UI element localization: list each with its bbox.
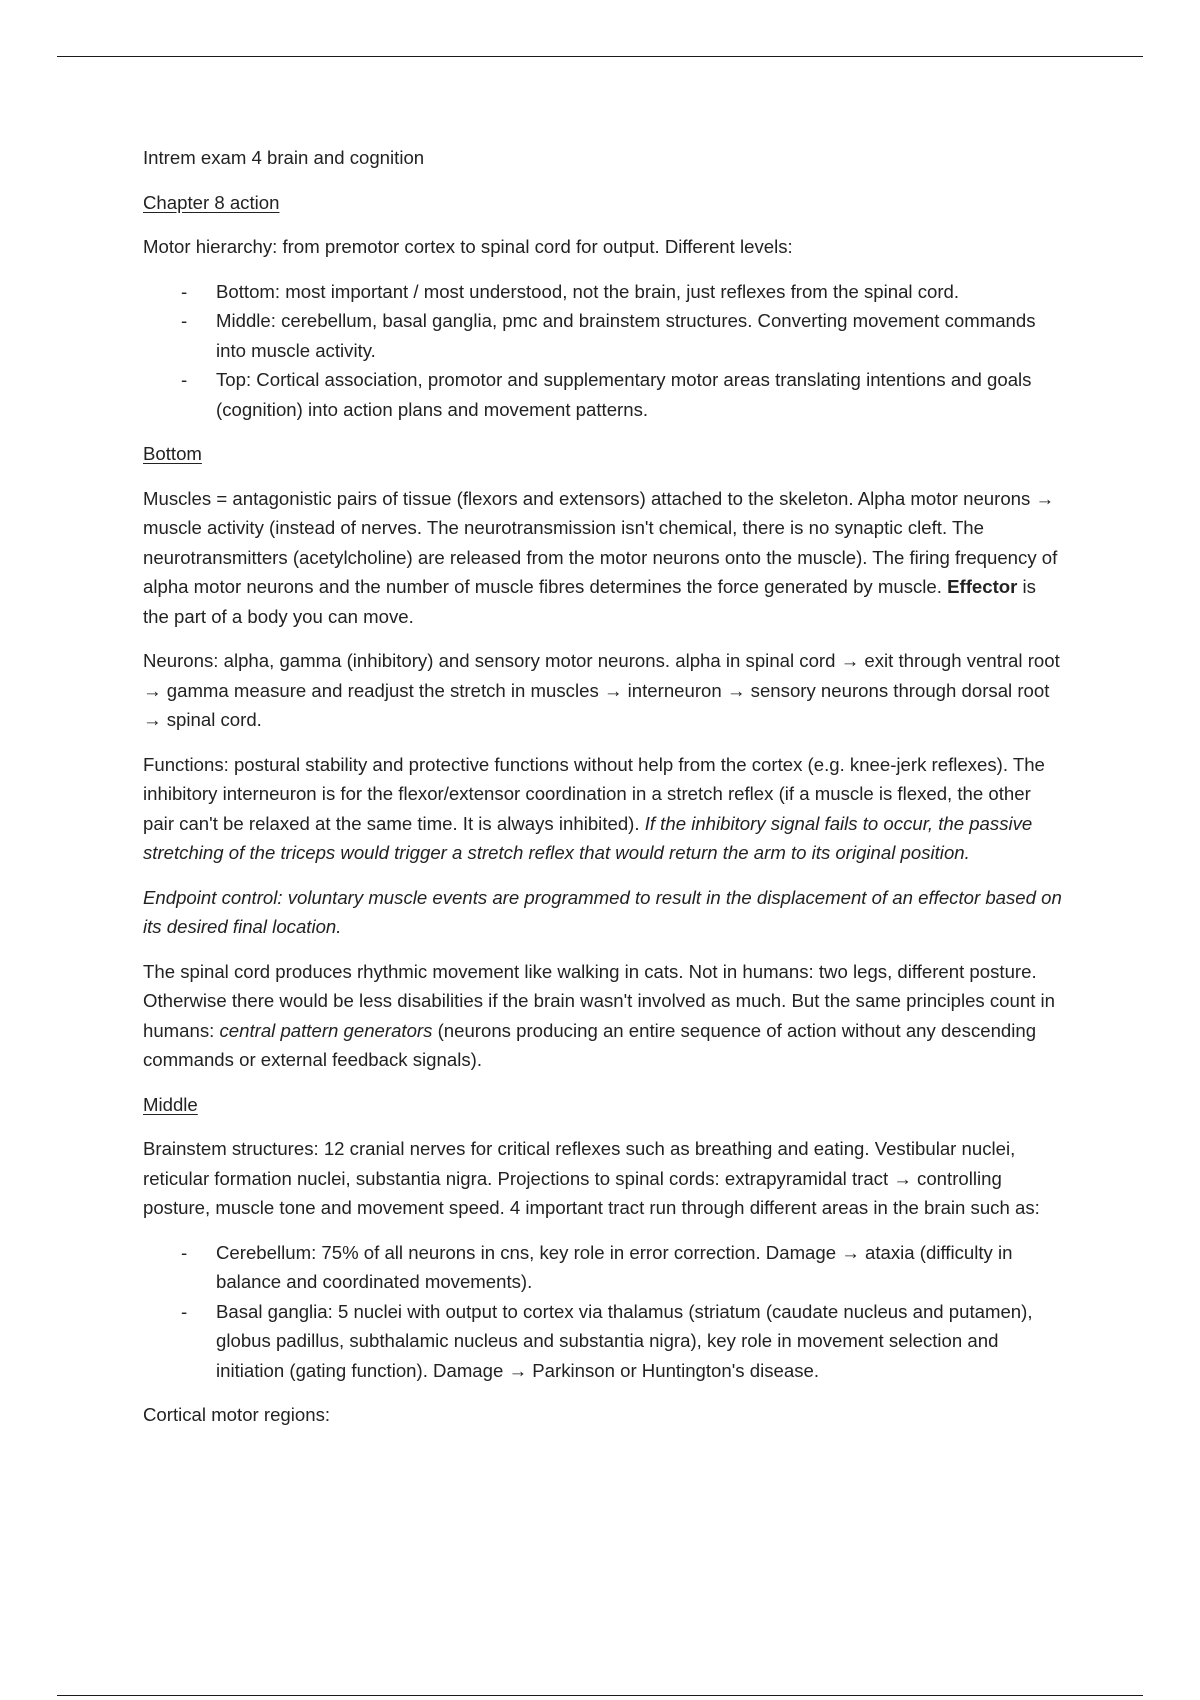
- functions-italic-text: If the inhibitory signal fails to occur, the passive stretching of the triceps would trigger a stretch reflex that would return the arm to its original position.: [143, 812, 1033, 863]
- list-item-text: Cerebellum: 75% of all neurons in cns, key role in error correction. Damage → ataxia (difficulty in balance and coordinated movements).: [216, 1241, 1013, 1292]
- dash-bullet: -: [181, 369, 188, 390]
- dash-bullet: -: [181, 1241, 188, 1263]
- functions-text: Functions: postural stability and protective functions without help from the cortex (e.g. knee-jerk reflexes). The inhibitory interneuron is for the flexor/extensor coordination in a stretch reflex (if a muscle is flexed, the other pair can't be relaxed at the same time. It is always inhibited).: [143, 753, 1045, 834]
- footer-rule: [57, 1695, 1143, 1696]
- document-body: [143, 143, 1063, 1445]
- section-heading-text: Bottom: [143, 443, 202, 464]
- hierarchy-list: [143, 277, 1063, 425]
- dash-bullet: -: [181, 1300, 188, 1322]
- hierarchy-intro: Motor hierarchy: from premotor cortex to spinal cord for output. Different levels:: [143, 236, 793, 257]
- dash-bullet: -: [181, 280, 188, 302]
- effector-definition: is the part of a body you can move.: [143, 576, 1036, 627]
- section-heading-bottom: [143, 439, 1063, 469]
- list-item: [143, 1238, 1063, 1297]
- header-rule: [57, 56, 1143, 57]
- document-title: Intrem exam 4 brain and cognition: [143, 147, 425, 168]
- list-item: [143, 1297, 1063, 1386]
- list-item-text: Top: Cortical association, promotor and supplementary motor areas translating intentions and goals (cognition) into action plans and movement patterns.: [216, 369, 1032, 420]
- list-item: [143, 306, 1063, 365]
- cortical-heading: Cortical motor regions:: [143, 1404, 331, 1425]
- section-heading-middle: [143, 1090, 1063, 1120]
- neurons-paragraph: Neurons: alpha, gamma (inhibitory) and sensory motor neurons. alpha in spinal cord → exit through ventral root → gamma measure and readjust the stretch in muscles → interneuron → sensory neurons through dorsal root → spinal cord.: [143, 650, 1060, 730]
- spinal-text-b: (neurons producing an entire sequence of action without any descending commands or external feedback signals).: [143, 1019, 1037, 1070]
- section-heading-text: Middle: [143, 1093, 198, 1115]
- middle-list: [143, 1238, 1063, 1386]
- endpoint-control-paragraph: Endpoint control: voluntary muscle events are programmed to result in the displacement of an effector based on its desired final location.: [143, 886, 1062, 937]
- list-item-text: Basal ganglia: 5 nuclei with output to cortex via thalamus (striatum (caudate nucleus and putamen), globus padillus, subthalamic nucleus and substantia nigra), key role in movement selection and initiation (gating function). Damage → Parkinson or Huntington's disease.: [216, 1300, 1033, 1381]
- brainstem-paragraph: Brainstem structures: 12 cranial nerves for critical reflexes such as breathing and eating. Vestibular nuclei, reticular formation nuclei, substantia nigra. Projections to spinal cords: extrapyramidal tract → controlling posture, muscle tone and movement speed. 4 important tract run through different areas in the brain such as:: [143, 1138, 1040, 1218]
- spinal-text-a: The spinal cord produces rhythmic movement like walking in cats. Not in humans: two legs, different posture. Otherwise there would be less disabilities if the brain wasn't involved as much. But the same principles count in humans:: [143, 960, 1056, 1041]
- list-item: [143, 277, 1063, 307]
- dash-bullet: -: [181, 310, 188, 331]
- spinal-cord-paragraph: [143, 957, 1063, 1075]
- chapter-heading-text: Chapter 8 action: [143, 191, 280, 213]
- list-item-text: Middle: cerebellum, basal ganglia, pmc and brainstem structures. Converting movement commands into muscle activity.: [216, 310, 1036, 361]
- effector-term: Effector: [947, 576, 1018, 597]
- functions-paragraph: [143, 750, 1063, 868]
- list-item-text: Bottom: most important / most understood, not the brain, just reflexes from the spinal cord.: [216, 280, 960, 302]
- chapter-heading: [143, 188, 1063, 218]
- muscles-text: Muscles = antagonistic pairs of tissue (flexors and extensors) attached to the skeleton. Alpha motor neurons → muscle activity (instead of nerves. The neurotransmission isn't chemical, there is no synaptic cleft. The neurotransmitters (acetylcholine) are released from the motor neurons onto the muscle). The firing frequency of alpha motor neurons and the number of muscle fibres determines the force generated by muscle.: [143, 487, 1058, 597]
- central-pattern-generators-term: central pattern generators: [219, 1019, 433, 1041]
- muscles-paragraph: [143, 484, 1063, 632]
- list-item: [143, 365, 1063, 424]
